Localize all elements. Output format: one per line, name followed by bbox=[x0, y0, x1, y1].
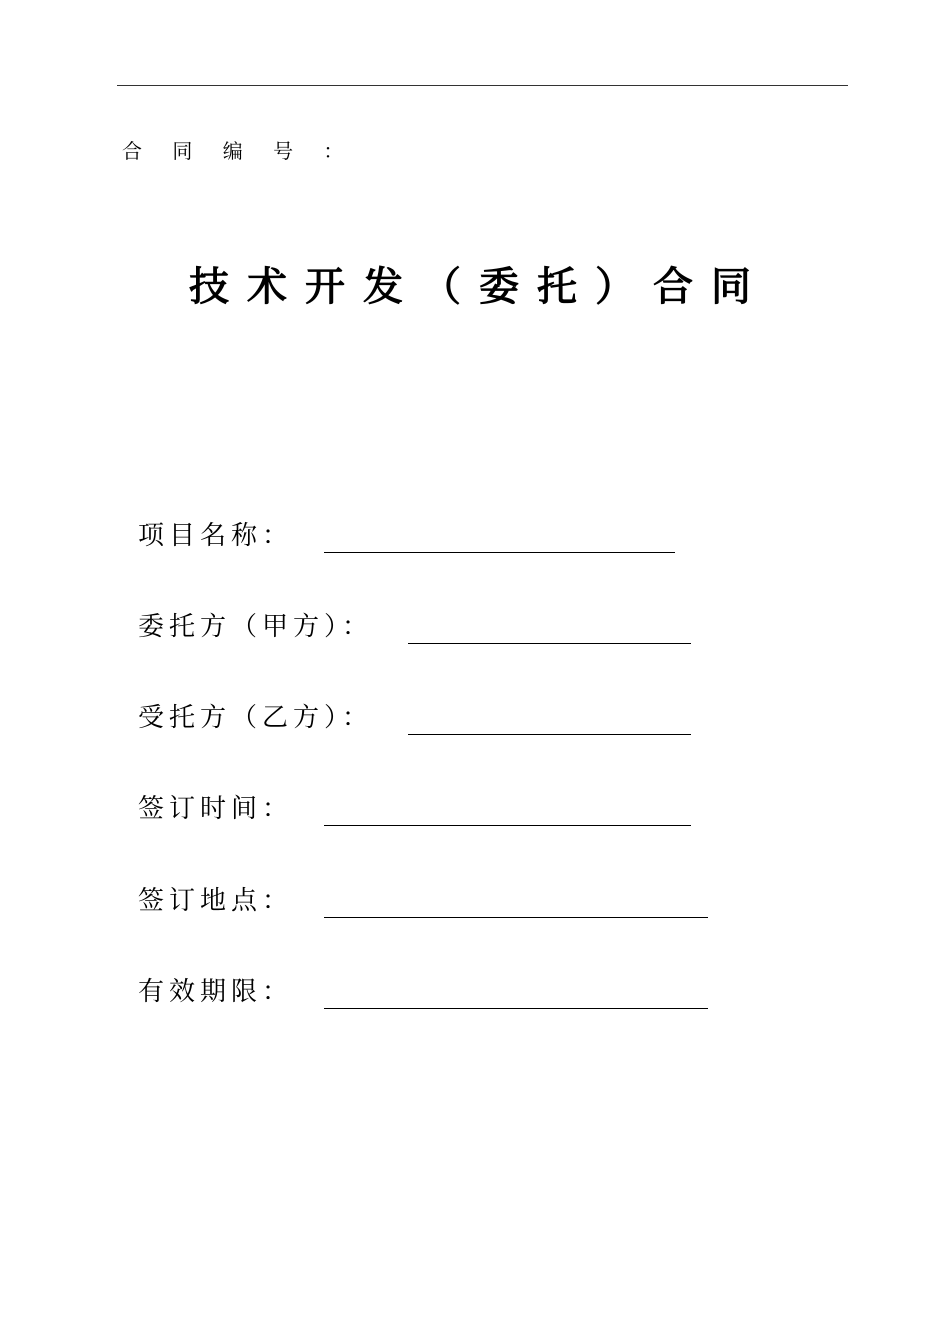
contract-number-label: 合 同 编 号 ： bbox=[122, 139, 356, 163]
project-name-blank[interactable] bbox=[324, 552, 675, 553]
field-label: 有效期限： bbox=[138, 977, 294, 1007]
field-label: 项目名称： bbox=[138, 521, 294, 551]
field-label: 签订时间： bbox=[138, 794, 294, 824]
header-rule bbox=[117, 85, 848, 86]
field-label: 受托方（乙方）： bbox=[138, 703, 374, 733]
client-blank[interactable] bbox=[408, 643, 691, 644]
field-label: 委托方（甲方）： bbox=[138, 612, 374, 642]
field-label: 签订地点： bbox=[138, 886, 294, 916]
signing-place-blank[interactable] bbox=[324, 917, 708, 918]
document-title: 技术开发（委托）合同 bbox=[189, 264, 769, 310]
validity-period-blank[interactable] bbox=[324, 1008, 708, 1009]
contractor-blank[interactable] bbox=[408, 734, 691, 735]
signing-date-blank[interactable] bbox=[324, 825, 691, 826]
